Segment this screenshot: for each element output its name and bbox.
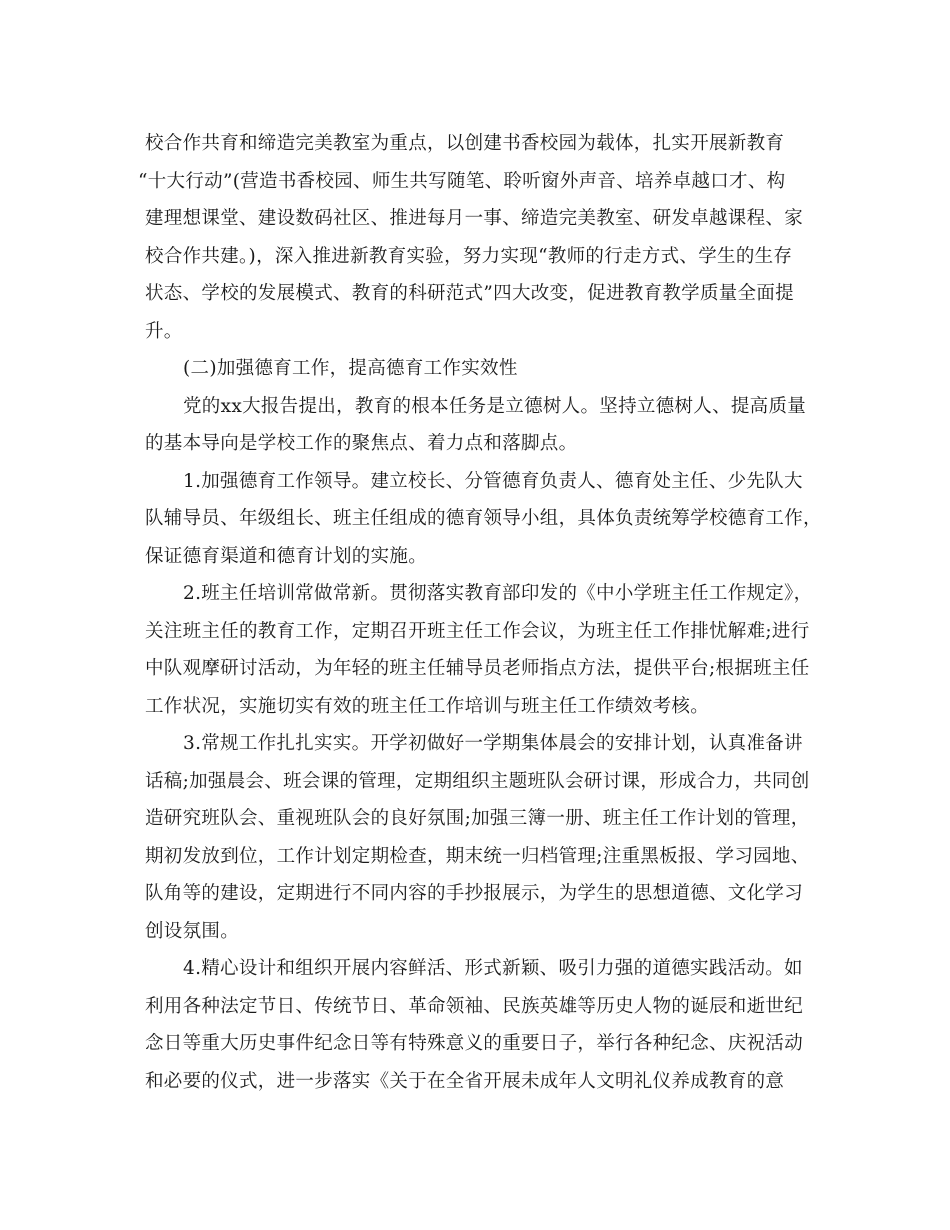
text-line: 队角等的建设，定期进行不同内容的手抄报展示，为学生的思想道德、文化学习: [145, 883, 804, 904]
text-line: 3.常规工作扎扎实实。开学初做好一学期集体晨会的安排计划，认真准备讲: [183, 733, 803, 754]
text-line: 创设氛围。: [145, 921, 240, 942]
text-line: “十大行动”(营造书香校园、师生共写随笔、聆听窗外声音、培养卓越口才、构: [138, 171, 786, 192]
text-line: 2.班主任培训常做常新。贯彻落实教育部印发的《中小学班主任工作规定》，: [183, 583, 813, 604]
text-line: 校合作共建。)，深入推进新教育实验，努力实现“教师的行走方式、学生的生存: [145, 246, 793, 267]
text-line: 保证德育渠道和德育计划的实施。: [145, 546, 428, 567]
text-line: 升。: [145, 321, 183, 342]
text-line: 校合作共育和缔造完美教室为重点，以创建书香校园为载体，扎实开展新教育: [145, 133, 785, 154]
text-line: 队辅导员、年级组长、班主任组成的德育领导小组，具体负责统筹学校德育工作，: [145, 508, 822, 529]
text-line: 工作状况，实施切实有效的班主任工作培训与班主任工作绩效考核。: [145, 696, 710, 717]
text-line: 利用各种法定节日、传统节日、革命领袖、民族英雄等历史人物的诞辰和逝世纪: [145, 996, 804, 1017]
text-line: 建理想课堂、建设数码社区、推进每月一事、缔造完美教室、研发卓越课程、家: [145, 208, 804, 229]
text-line: 中队观摩研讨活动，为年轻的班主任辅导员老师指点方法，提供平台;根据班主任: [145, 658, 810, 679]
text-line: 的基本导向是学校工作的聚焦点、着力点和落脚点。: [145, 433, 578, 454]
text-line: 造研究班队会、重视班队会的良好氛围;加强三簿一册、班主任工作计划的管理，: [145, 808, 810, 829]
text-line: 和必要的仪式，进一步落实《关于在全省开展未成年人文明礼仪养成教育的意: [145, 1071, 785, 1092]
text-line: 念日等重大历史事件纪念日等有特殊意义的重要日子，举行各种纪念、庆祝活动: [145, 1033, 804, 1054]
text-line: 关注班主任的教育工作，定期召开班主任工作会议，为班主任工作排忧解难;进行: [145, 621, 810, 642]
text-line: 1.加强德育工作领导。建立校长、分管德育负责人、德育处主任、少先队大: [183, 471, 803, 492]
text-line: 状态、学校的发展模式、教育的科研范式”四大改变，促进教育教学质量全面提: [145, 283, 794, 304]
text-line: 党的xx大报告提出，教育的根本任务是立德树人。坚持立德树人、提高质量: [183, 396, 807, 417]
section-heading: (二)加强德育工作，提高德育工作实效性: [183, 358, 518, 379]
text-line: 期初发放到位，工作计划定期检查，期末统一归档管理;注重黑板报、学习园地、: [145, 846, 810, 867]
text-line: 4.精心设计和组织开展内容鲜活、形式新颖、吸引力强的道德实践活动。如: [183, 958, 803, 979]
text-line: 话稿;加强晨会、班会课的管理，定期组织主题班队会研讨课，形成合力，共同创: [145, 771, 810, 792]
